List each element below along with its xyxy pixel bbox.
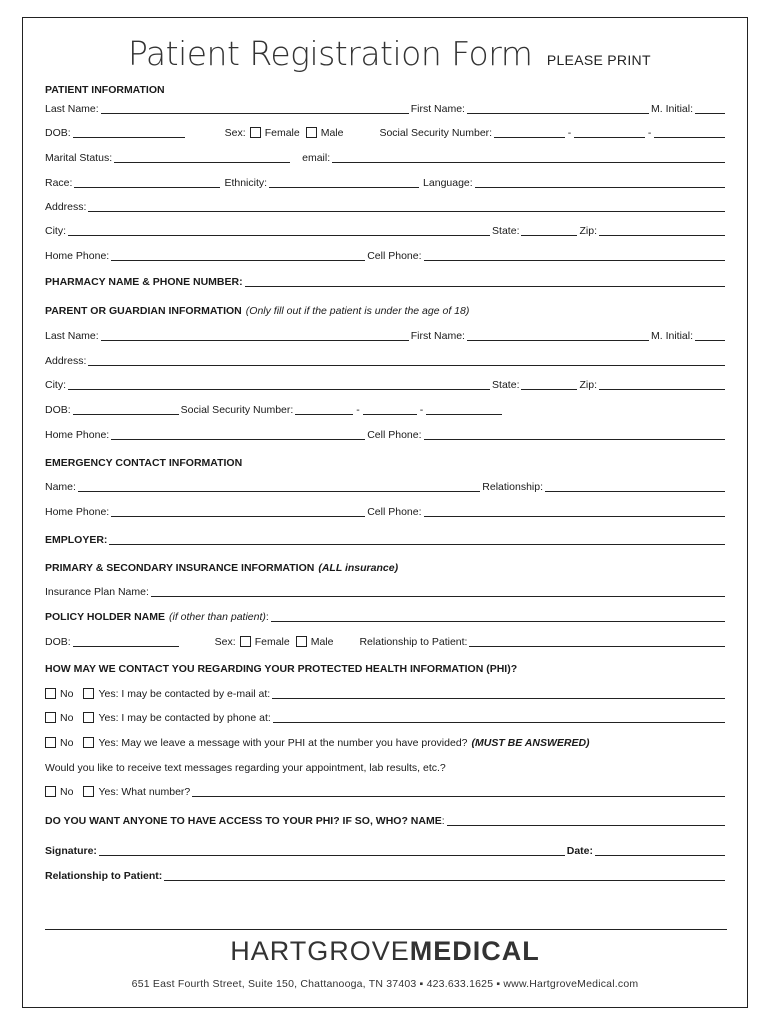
pharmacy-field[interactable] [245,275,725,287]
section-heading-phi: HOW MAY WE CONTACT YOU REGARDING YOUR PROTECTED HEALTH INFORMATION (PHI)? [45,663,518,675]
first-name-field[interactable] [467,102,649,114]
guardian-city-row [45,375,727,391]
guardian-dob-field[interactable] [73,403,179,415]
text-no-checkbox[interactable] [45,786,56,797]
race-label: Race: [45,177,73,189]
phi-message-yes-checkbox[interactable] [83,737,94,748]
phi-access-field[interactable] [447,814,725,826]
patient-phone-row [45,246,727,262]
female-label: Female [264,127,300,139]
guardian-last-name-field[interactable] [101,329,409,341]
female-checkbox[interactable] [250,127,261,138]
text-question-row [45,758,727,774]
phi-phone-field[interactable] [273,711,725,723]
text-yes-checkbox[interactable] [83,786,94,797]
brand-logo [23,936,747,967]
guardian-first-name-field[interactable] [467,329,649,341]
guardian-address-row [45,351,727,367]
guardian-home-phone-field[interactable] [111,428,365,440]
last-name-field[interactable] [101,102,409,114]
guardian-m-initial-field[interactable] [695,329,725,341]
insurance-female-label: Female [254,636,290,648]
phi-email-field[interactable] [272,687,725,699]
emergency-cell-phone-label: Cell Phone: [367,506,422,518]
patient-heading-row [45,80,727,96]
guardian-home-phone-label: Home Phone: [45,429,110,441]
relationship-label: Relationship to Patient: [45,870,163,882]
text-yes-label: Yes: What number? [98,786,191,798]
sex-label: Sex: [224,127,246,139]
please-print-note: PLEASE PRINT [546,52,651,68]
phi-phone-no-label: No [60,712,74,724]
insurance-plan-row [45,582,727,598]
male-label: Male [320,127,344,139]
race-field[interactable] [74,176,220,188]
phi-access-label: DO YOU WANT ANYONE TO HAVE ACCESS TO YOUR PHI? IF SO, WHO? NAME [45,815,442,827]
m-initial-label: M. Initial: [650,103,693,115]
home-phone-label: Home Phone: [45,250,110,262]
policy-holder-label: POLICY HOLDER NAME [45,611,165,623]
phi-access-row: DO YOU WANT ANYONE TO HAVE ACCESS TO YOUR PHI? IF SO, WHO? NAME : [45,811,727,827]
emergency-relationship-label: Relationship: [482,481,543,493]
date-label: Date: [566,845,593,857]
phi-phone-row [45,708,727,724]
phi-phone-yes-label: Yes: I may be contacted by phone at: [98,712,271,724]
section-heading-insurance: PRIMARY & SECONDARY INSURANCE INFORMATION [45,562,315,574]
must-answer-note: (MUST BE ANSWERED) [471,737,590,749]
city-label: City: [45,225,66,237]
guardian-m-initial-label: M. Initial: [650,330,693,342]
emergency-home-phone-field[interactable] [111,505,365,517]
ethnicity-field[interactable] [269,176,419,188]
brand-light: HARTGROVE [230,936,410,966]
emergency-name-field[interactable] [78,480,480,492]
policy-holder-row: POLICY HOLDER NAME (if other than patient) : [45,607,727,623]
text-question: Would you like to receive text messages regarding your appointment, lab results, etc.? [45,762,446,774]
employer-row [45,530,727,546]
address-field[interactable] [88,200,725,212]
phi-email-yes-checkbox[interactable] [83,688,94,699]
policy-holder-field[interactable] [271,610,725,622]
guardian-address-field[interactable] [88,354,725,366]
language-field[interactable] [475,176,725,188]
guardian-dob-label: DOB: [45,404,71,416]
home-phone-field[interactable] [111,249,365,261]
emergency-name-row [45,477,727,493]
guardian-zip-field[interactable] [599,378,725,390]
footer-address: 651 East Fourth Street, Suite 150, Chattanooga, TN 37403 ▪ 423.633.1625 ▪ www.HartgroveMedical.com [131,978,639,990]
guardian-name-row [45,326,727,342]
guardian-dob-row: DOB: Social Security Number: - - [45,400,727,416]
guardian-cell-phone-field[interactable] [424,428,725,440]
emergency-home-phone-label: Home Phone: [45,506,110,518]
first-name-label: First Name: [410,103,465,115]
guardian-ssn-label: Social Security Number: [180,404,294,416]
ssn-part2-field[interactable] [574,126,645,138]
state-field[interactable] [521,224,577,236]
pharmacy-label: PHARMACY NAME & PHONE NUMBER: [45,276,243,288]
patient-marital-row [45,148,727,164]
guardian-first-name-label: First Name: [410,330,465,342]
email-label: email: [302,152,331,164]
last-name-label: Last Name: [45,103,99,115]
phi-heading-row [45,659,727,675]
language-label: Language: [423,177,473,189]
relationship-field[interactable] [164,869,725,881]
emergency-name-label: Name: [45,481,76,493]
insurance-relationship-label: Relationship to Patient: [359,636,468,648]
guardian-zip-label: Zip: [579,379,597,391]
phi-message-no-label: No [60,737,74,749]
text-no-label: No [60,786,74,798]
guardian-phone-row [45,425,727,441]
ethnicity-label: Ethnicity: [224,177,268,189]
insurance-dob-label: DOB: [45,636,71,648]
signature-field[interactable] [99,844,565,856]
marital-status-field[interactable] [114,151,290,163]
page-title: Patient Registration Form [128,34,533,73]
insurance-dob-field[interactable] [73,635,179,647]
phi-email-no-checkbox[interactable] [45,688,56,699]
address-label: Address: [45,201,87,213]
patient-name-row [45,99,727,115]
section-heading-guardian: PARENT OR GUARDIAN INFORMATION [45,305,242,317]
guardian-cell-phone-label: Cell Phone: [367,429,422,441]
section-heading-emergency: EMERGENCY CONTACT INFORMATION [45,457,243,469]
patient-address-row [45,197,727,213]
policy-holder-note: (if other than patient) [168,611,266,623]
guardian-state-field[interactable] [521,378,577,390]
phi-phone-yes-checkbox[interactable] [83,712,94,723]
male-checkbox[interactable] [306,127,317,138]
footer-divider [45,929,727,930]
guardian-last-name-label: Last Name: [45,330,99,342]
state-label: State: [492,225,520,237]
text-number-field[interactable] [192,785,725,797]
brand-heavy: MEDICAL [409,936,540,966]
phi-phone-no-checkbox[interactable] [45,712,56,723]
marital-status-label: Marital Status: [45,152,113,164]
ssn-part3-field[interactable] [654,126,725,138]
relationship-row [45,866,727,882]
signature-label: Signature: [45,845,97,857]
insurance-heading-note: (ALL insurance) [318,562,399,574]
m-initial-field[interactable] [695,102,725,114]
pharmacy-row [45,272,727,288]
patient-dob-row: DOB: Sex: Female Male Social Security Number: - - [45,123,727,139]
insurance-female-checkbox[interactable] [240,636,251,647]
phi-email-no-label: No [60,688,74,700]
guardian-ssn-part2-field[interactable] [363,403,417,415]
guardian-ssn-part3-field[interactable] [426,403,502,415]
insurance-dob-row [45,632,727,648]
emergency-phone-row [45,502,727,518]
patient-race-row [45,173,727,189]
insurance-male-checkbox[interactable] [296,636,307,647]
dob-label: DOB: [45,127,71,139]
zip-field[interactable] [599,224,725,236]
insurance-sex-label: Sex: [214,636,236,648]
text-number-row [45,782,727,798]
guardian-city-field[interactable] [68,378,490,390]
dob-field[interactable] [73,126,185,138]
employer-label: EMPLOYER: [45,534,108,546]
date-field[interactable] [595,844,725,856]
phi-email-yes-label: Yes: I may be contacted by e-mail at: [98,688,271,700]
cell-phone-label: Cell Phone: [367,250,422,262]
guardian-ssn-part1-field[interactable] [295,403,353,415]
emergency-cell-phone-field[interactable] [424,505,725,517]
insurance-male-label: Male [310,636,334,648]
form-page [22,17,748,1008]
guardian-address-label: Address: [45,355,87,367]
guardian-heading-row [45,301,727,317]
cell-phone-field[interactable] [424,249,725,261]
guardian-note: (Only fill out if the patient is under the age of 18) [245,305,470,317]
insurance-relationship-field[interactable] [469,635,725,647]
phi-message-yes-label: Yes: May we leave a message with your PHI at the number you have provided? [98,737,468,749]
ssn-part1-field[interactable] [494,126,565,138]
guardian-state-label: State: [492,379,520,391]
employer-field[interactable] [109,533,725,545]
zip-label: Zip: [579,225,597,237]
plan-name-field[interactable] [151,585,725,597]
guardian-city-label: City: [45,379,66,391]
section-heading-patient: PATIENT INFORMATION [45,84,165,96]
phi-message-no-checkbox[interactable] [45,737,56,748]
plan-name-label: Insurance Plan Name: [45,586,149,598]
email-field[interactable] [332,151,725,163]
phi-message-row [45,733,727,749]
patient-city-row [45,221,727,237]
emergency-heading-row [45,453,727,469]
phi-email-row [45,684,727,700]
title-row [128,34,651,73]
ssn-label: Social Security Number: [379,127,493,139]
emergency-relationship-field[interactable] [545,480,725,492]
insurance-heading-row [45,558,727,574]
city-field[interactable] [68,224,490,236]
signature-row [45,841,727,857]
